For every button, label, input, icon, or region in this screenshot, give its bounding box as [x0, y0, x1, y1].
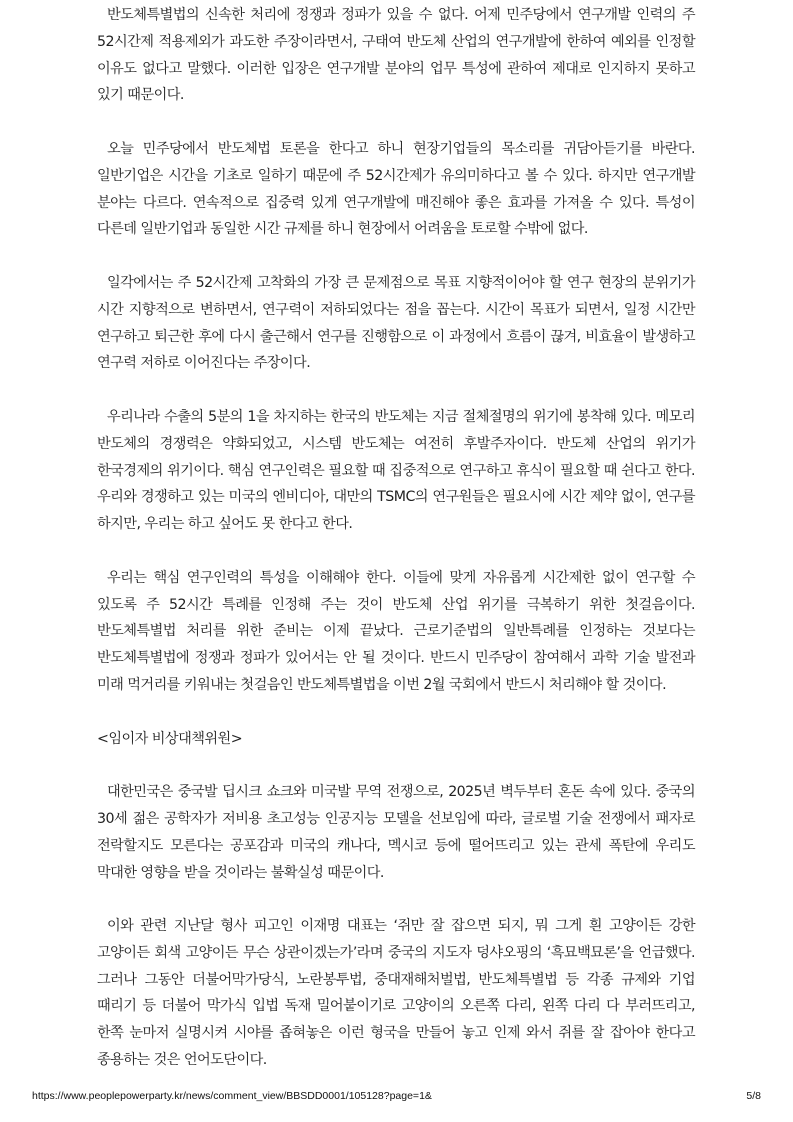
- paragraph: 우리는 핵심 연구인력의 특성을 이해해야 한다. 이들에 맞게 자유롭게 시간제한 없이 연구할 수 있도록 주 52시간 특례를 인정해 주는 것이 반도체 산업 위기를 극복하기 위한 첫걸음이다. 반도체특별법 처리를 위한 준비는 이제 끝났다. 근로기준법의 일반특례를 인정하는 것보다는 반도체특별법에 정쟁과 정파가 있어서는 안 될 것이다. 반드시 민주당이 참여해서 과학 기술 발전과 미래 먹거리를 키워내는 첫걸음인 반도체특별법을 이번 2월 국회에서 반드시 처리해야 할 것이다.: [97, 569, 695, 693]
- footer-url: https://www.peoplepowerparty.kr/news/comment_view/BBSDD0001/105128?page=1&: [32, 1090, 432, 1102]
- article-body: [97, 2, 695, 1074]
- paragraph: 일각에서는 주 52시간제 고착화의 가장 큰 문제점으로 목표 지향적이어야 할 연구 현장의 분위기가 시간 지향적으로 변하면서, 연구력이 저하되었다는 점을 꼽는다. 시간이 목표가 되면서, 일정 시간만 연구하고 퇴근한 후에 다시 출근해서 연구를 진행함으로 이 과정에서 흐름이 끊겨, 비효율이 발생하고 연구력 저하로 이어진다는 주장이다.: [97, 274, 695, 372]
- paragraph: 우리나라 수출의 5분의 1을 차지하는 한국의 반도체는 지금 절체절명의 위기에 봉착해 있다. 메모리 반도체의 경쟁력은 약화되었고, 시스템 반도체는 여전히 후발주자이다. 반도체 산업의 위기가 한국경제의 위기이다. 핵심 연구인력은 필요할 때 집중적으로 연구하고 휴식이 필요할 때 쉰다고 한다. 우리와 경쟁하고 있는 미국의 엔비디아, 대만의 TSMC의 연구원들은 필요시에 시간 제약 없이, 연구를 하지만, 우리는 하고 싶어도 못 한다고 한다.: [97, 408, 695, 533]
- paragraph: 이와 관련 지난달 형사 피고인 이재명 대표는 ‘쥐만 잘 잡으면 되지, 뭐 그게 흰 고양이든 강한 고양이든 회색 고양이든 무슨 상관이겠는가’라며 중국의 지도자 덩샤오핑의 ‘흑묘백묘론’을 언급했다. 그러나 그동안 더불어막가당식, 노란봉투법, 중대재해처벌법, 반도체특별법 등 각종 규제와 기업 때리기 등 더불어 막가식 입법 독재 밀어붙이기로 고양이의 오른쪽 다리, 왼쪽 다리 다 부러뜨리고, 한쪽 눈마저 실명시켜 시야를 좁혀놓은 이런 형국을 만들어 놓고 인제 와서 쥐를 잘 잡아야 한다고 종용하는 것은 언어도단이다.: [97, 918, 695, 1069]
- paragraph: 반도체특별법의 신속한 처리에 정쟁과 정파가 있을 수 없다. 어제 민주당에서 연구개발 인력의 주 52시간제 적용제외가 과도한 주장이라면서, 구태여 반도체 산업의 연구개발에 한하여 예외를 인정할 이유도 없다고 말했다. 이러한 입장은 연구개발 분야의 업무 특성에 관하여 제대로 인지하지 못하고 있기 때문이다.: [97, 7, 695, 104]
- paragraph: 대한민국은 중국발 딥시크 쇼크와 미국발 무역 전쟁으로, 2025년 벽두부터 혼돈 속에 있다. 중국의 30세 젊은 공학자가 저비용 초고성능 인공지능 모델을 선보임에 따라, 글로벌 기술 전쟁에서 패자로 전락할지도 모른다는 공포감과 미국의 캐나다, 멕시코 등에 떨어뜨리고 있는 관세 폭탄에 우리도 막대한 영향을 받을 것이라는 불확실성 때문이다.: [97, 784, 695, 881]
- paragraph: 오늘 민주당에서 반도체법 토론을 한다고 하니 현장기업들의 목소리를 귀담아듣기를 바란다. 일반기업은 시간을 기초로 일하기 때문에 주 52시간제가 유의미하다고 볼 수 있다. 하지만 연구개발 분야는 다르다. 연속적으로 집중력 있게 연구개발에 매진해야 좋은 효과를 가져올 수 있다. 특성이 다른데 일반기업과 동일한 시간 규제를 하니 현장에서 어려움을 토로할 수밖에 없다.: [97, 140, 695, 238]
- page-number: 5/8: [746, 1090, 761, 1102]
- speaker-byline: <임이자 비상대책위원>: [97, 730, 243, 747]
- print-footer: [32, 1090, 761, 1102]
